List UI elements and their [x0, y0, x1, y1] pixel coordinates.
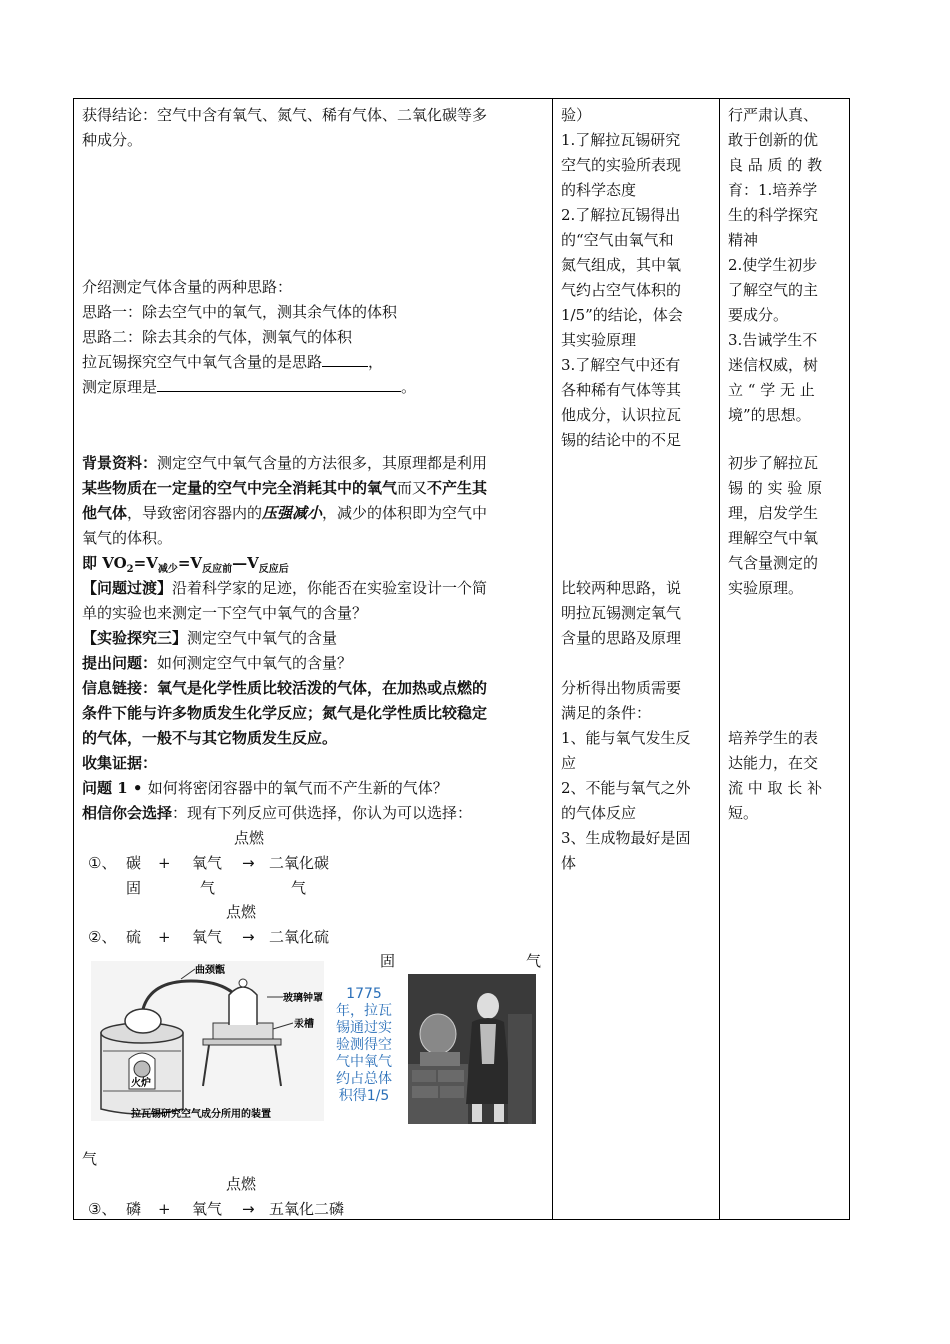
method-one: 思路一：除去空气中的氧气，测其余气体的体积 — [82, 303, 398, 321]
compare-line: 明拉瓦锡测定氧气 — [561, 604, 682, 622]
col2-head: 验） — [561, 106, 592, 124]
reaction-2-condition: 点燃 — [226, 903, 257, 921]
analyze-line: 分析得出物质需要 — [561, 679, 682, 697]
lavoisier-question — [82, 350, 383, 375]
background-text-4: ，减少的体积即为空气中 — [322, 504, 488, 522]
mercury-trough-label: 汞槽 — [294, 1019, 314, 1030]
design-intent-column — [720, 99, 850, 1220]
compare-ideas — [561, 576, 711, 651]
intent-education — [728, 103, 842, 428]
objective-3-line: 各种稀有气体等其 — [561, 381, 682, 399]
objective-3-line: 3.了解空气中还有 — [561, 356, 681, 374]
background-line-4: 氧气的体积。 — [82, 529, 173, 547]
conclusion-line-2: 种成分。 — [82, 131, 143, 149]
intent-line: 生的科学探究 — [728, 206, 819, 224]
reaction-1-state-c: 气 — [291, 879, 307, 897]
bell-jar-label: 玻璃钟罩 — [283, 993, 323, 1004]
figure-caption: 拉瓦锡研究空气成分所用的装置 — [131, 1109, 271, 1120]
methods-intro: 介绍测定气体含量的两种思路： — [82, 278, 293, 296]
reaction-3-reactant-b: 氧气 — [192, 1200, 223, 1218]
principle-question — [82, 375, 416, 400]
reaction-1-reactant-b: 氧气 — [192, 854, 223, 872]
objective-3 — [561, 353, 711, 453]
reaction-2-state-a: 固 — [380, 952, 396, 970]
reaction-2-plus: + — [158, 928, 171, 946]
reaction-3-arrow: → — [242, 1200, 255, 1218]
reaction-1-plus: + — [158, 854, 171, 872]
background-text-1: 测定空气中氧气含量的方法很多，其原理都是利用 — [157, 454, 488, 472]
intent-line: 3.告诫学生不 — [728, 331, 818, 349]
reaction-2-reactant-a: 硫 — [126, 928, 142, 946]
flask-label: 曲颈甑 — [195, 965, 225, 976]
choose-line — [82, 801, 472, 826]
analyze-conditions — [561, 676, 711, 876]
formula-sub-after: 反应后 — [258, 564, 289, 575]
lesson-table — [73, 98, 850, 1220]
info-line-3: 的气体，一般不与其它物质发生反应。 — [82, 729, 338, 747]
note-line-1: 1775 — [346, 986, 382, 1002]
background-emphasis: 压强减小 — [262, 504, 323, 522]
intent-line: 精神 — [728, 231, 759, 249]
note-line-3: 锡通过实 — [336, 1020, 392, 1036]
compare-line: 含量的思路及原理 — [561, 629, 682, 647]
furnace-label: 火炉 — [131, 1078, 151, 1089]
reaction-2-num: ②、 — [88, 928, 117, 946]
objective-1-line: 的科学态度 — [561, 181, 637, 199]
info-line-2: 条件下能与许多物质发生化学反应；氮气是化学性质比较稳定 — [82, 704, 488, 722]
background-bold-2: 不产生其 — [427, 479, 488, 497]
conclusion-line-1: 获得结论：空气中含有氧气、氮气、稀有气体、二氧化碳等多 — [82, 106, 488, 124]
transition-line-1 — [82, 576, 487, 601]
lavoisier-question-end: ， — [368, 353, 384, 371]
ask-label: 提出问题： — [82, 654, 158, 672]
background-line-2 — [82, 476, 487, 501]
choose-text: ：现有下列反应可供选择，你认为可以选择： — [172, 804, 473, 822]
intent-line: 迷信权威，树 — [728, 356, 819, 374]
experiment-three-label: 【实验探究三】 — [82, 629, 188, 647]
analyze-line: 满足的条件： — [561, 704, 652, 722]
intent-line: 2.使学生初步 — [728, 256, 818, 274]
reaction-1-product: 二氧化碳 — [269, 854, 330, 872]
formula-eq-1: =V — [133, 554, 158, 572]
objective-2-line: 氮气组成，其中氧 — [561, 256, 682, 274]
reaction-2-reactant-b: 氧气 — [192, 928, 223, 946]
intent-line: 实验原理。 — [728, 579, 804, 597]
note-line-4: 验测得空 — [336, 1037, 392, 1053]
problem-one: 问题 1 • 如何将密闭容器中的氧气而不产生新的气体？ — [82, 779, 448, 797]
intent-line: 短。 — [728, 804, 759, 822]
principle-question-text: 测定原理是 — [82, 378, 158, 396]
formula-sub-2: 2 — [126, 564, 134, 575]
reaction-2-state-c: 气 — [526, 952, 542, 970]
objective-2-line: 其实验原理 — [561, 331, 637, 349]
background-line-1 — [82, 451, 487, 476]
problem-one-label: 问题 1 — [82, 779, 128, 797]
intent-line: 良 品 质 的 教 — [728, 156, 823, 174]
ask-question — [82, 651, 352, 676]
student-activity-column — [553, 99, 720, 1220]
intent-line: 要成分。 — [728, 306, 789, 324]
reaction-1-state-b: 气 — [200, 879, 216, 897]
reaction-3-product: 五氧化二磷 — [269, 1200, 345, 1218]
background-bold-1: 某些物质在一定量的空气中完全消耗其中的氧气 — [82, 479, 398, 497]
experiment-three — [82, 626, 337, 651]
formula-minus: —V — [232, 554, 259, 572]
intent-line: 敢于创新的优 — [728, 131, 819, 149]
reaction-3-num: ③、 — [88, 1200, 117, 1218]
condition-2-line: 的气体反应 — [561, 804, 637, 822]
choose-label: 相信你会选择 — [82, 804, 173, 822]
intent-line: 达能力，在交 — [728, 754, 819, 772]
reaction-1-state-a: 固 — [126, 879, 142, 897]
compare-line: 比较两种思路，说 — [561, 579, 682, 597]
condition-1-line: 应 — [561, 754, 577, 772]
reaction-1-reactant-a: 碳 — [126, 854, 142, 872]
objective-2-line: 的“空气由氧气和 — [561, 231, 674, 249]
intent-line: 境”的思想。 — [728, 406, 811, 424]
collect-evidence-label: 收集证据： — [82, 754, 158, 772]
lavoisier-apparatus-figure — [91, 961, 324, 1121]
transition-text-1: 沿着科学家的足迹，你能否在实验室设计一个简 — [172, 579, 488, 597]
lavoisier-question-text: 拉瓦锡探究空气中氧气含量的是思路 — [82, 353, 323, 371]
objective-2 — [561, 203, 711, 353]
reaction-3-reactant-a: 磷 — [126, 1200, 142, 1218]
reaction-1-num: ①、 — [88, 854, 117, 872]
answer-blank-2[interactable] — [157, 375, 401, 392]
info-line-1: 信息链接：氧气是化学性质比较活泼的气体，在加热或点燃的 — [82, 679, 488, 697]
intent-principle — [728, 451, 842, 601]
formula-sub-decrease: 减少 — [157, 564, 178, 575]
lavoisier-portrait-photo — [408, 974, 536, 1124]
background-line-3 — [82, 501, 487, 526]
gas-state-label: 气 — [82, 1150, 98, 1168]
experiment-three-text: 测定空气中氧气的含量 — [187, 629, 338, 647]
intent-line: 理解空气中氧 — [728, 529, 819, 547]
objective-2-line: 2.了解拉瓦锡得出 — [561, 206, 681, 224]
principle-question-end: 。 — [401, 378, 417, 396]
note-line-5: 气中氧气 — [336, 1054, 392, 1070]
formula-prefix: 即 VO — [82, 554, 127, 572]
condition-1-line: 1、能与氧气发生反 — [561, 729, 691, 747]
activity-column — [74, 99, 553, 1220]
background-text-3: ，导致密闭容器内的 — [127, 504, 263, 522]
problem-one-text: 如何将密闭容器中的氧气而不产生新的气体？ — [147, 779, 448, 797]
intent-line: 流 中 取 长 补 — [728, 779, 823, 797]
objective-1-line: 空气的实验所表现 — [561, 156, 682, 174]
objective-3-line: 他成分，认识拉瓦 — [561, 406, 682, 424]
transition-label: 【问题过渡】 — [82, 579, 173, 597]
intent-line: 育：1.培养学 — [728, 181, 818, 199]
objective-1 — [561, 128, 711, 203]
intent-line: 行严肃认真、 — [728, 106, 819, 124]
objective-2-line: 气约占空气体积的 — [561, 281, 682, 299]
answer-blank-1[interactable] — [322, 350, 368, 367]
condition-3-line: 体 — [561, 854, 577, 872]
condition-3-line: 3、生成物最好是固 — [561, 829, 691, 847]
intent-line: 气含量测定的 — [728, 554, 819, 572]
background-bold-3: 他气体 — [82, 504, 128, 522]
background-label: 背景资料： — [82, 454, 158, 472]
method-two: 思路二：除去其余的气体，测氧气的体积 — [82, 328, 353, 346]
note-line-7: 积得1/5 — [338, 1088, 390, 1104]
intent-line: 立 “ 学 无 止 — [728, 381, 815, 399]
reaction-3-condition: 点燃 — [226, 1175, 257, 1193]
intent-line: 锡 的 实 验 原 — [728, 479, 823, 497]
note-line-6: 约占总体 — [336, 1071, 392, 1087]
condition-2-line: 2、不能与氧气之外 — [561, 779, 691, 797]
objective-1-line: 1.了解拉瓦锡研究 — [561, 131, 681, 149]
intent-line: 理，启发学生 — [728, 504, 819, 522]
lavoisier-note — [327, 986, 401, 1105]
ask-text: 如何测定空气中氧气的含量？ — [157, 654, 353, 672]
intent-line: 了解空气的主 — [728, 281, 819, 299]
reaction-1-arrow: → — [242, 854, 255, 872]
reaction-2-arrow: → — [242, 928, 255, 946]
transition-line-2: 单的实验也来测定一下空气中氧气的含量？ — [82, 604, 368, 622]
intent-line: 培养学生的表 — [728, 729, 819, 747]
formula-sub-before: 反应前 — [202, 564, 233, 575]
intent-line: 初步了解拉瓦 — [728, 454, 819, 472]
objective-2-line: 1/5”的结论，体会 — [561, 306, 683, 324]
background-text-2: 而又 — [397, 479, 428, 497]
reaction-2-product: 二氧化硫 — [269, 928, 330, 946]
intent-expression — [728, 726, 842, 826]
reaction-1-condition: 点燃 — [234, 829, 265, 847]
formula-eq-2: =V — [177, 554, 203, 572]
note-line-2: 年，拉瓦 — [336, 1003, 392, 1019]
reaction-3-plus: + — [158, 1200, 171, 1218]
objective-3-line: 锡的结论中的不足 — [561, 431, 682, 449]
